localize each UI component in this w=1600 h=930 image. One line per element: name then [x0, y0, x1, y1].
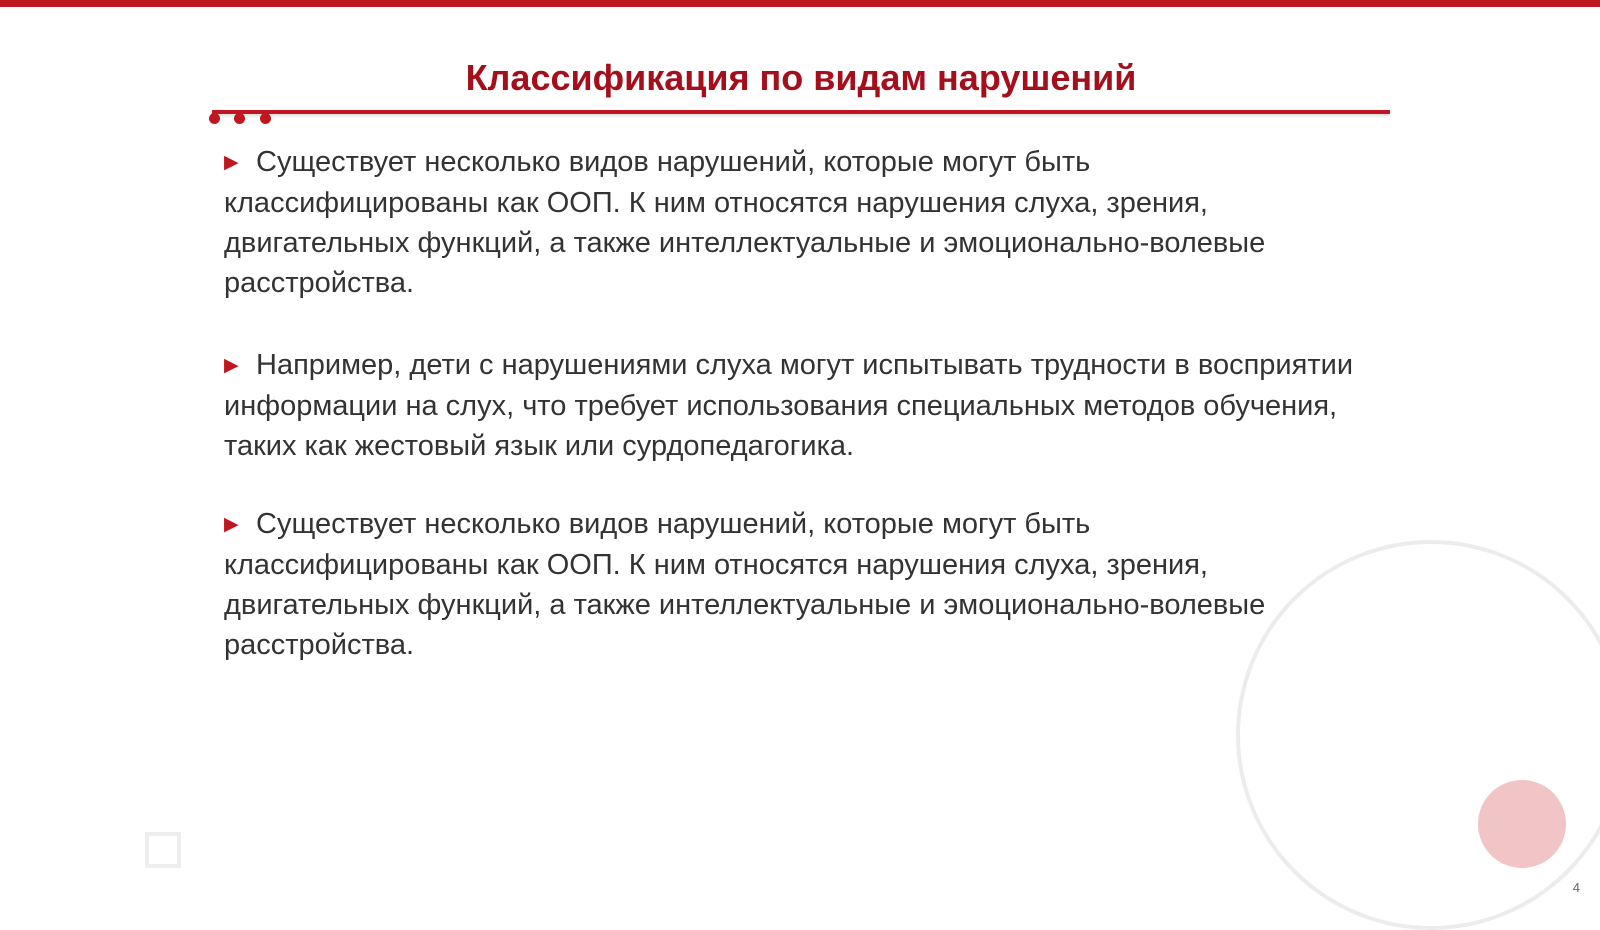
decorative-circle-filled [1478, 780, 1566, 868]
bullet-arrow-icon: ▶ [224, 355, 239, 376]
title-underline [212, 110, 1390, 114]
decorative-square [145, 832, 181, 868]
slide-body [224, 142, 1354, 707]
bullet-item [224, 345, 1354, 466]
bullet-text: Например, дети с нарушениями слуха могут испытывать трудности в восприятии информации на слух, что требует использования специальных методов обучения, таких как жестовый язык или сурдопедагогика. [224, 349, 1354, 462]
bullet-arrow-icon: ▶ [224, 152, 239, 173]
bullet-item [224, 142, 1354, 303]
bullet-item [224, 504, 1354, 665]
title-dot-3 [260, 113, 271, 124]
title-dot-2 [234, 113, 245, 124]
decorative-circle-outline [1236, 540, 1600, 930]
bullet-text: Существует несколько видов нарушений, которые могут быть классифицированы как ООП. К ним относятся нарушения слуха, зрения, двигательных функций, а также интеллектуальные и эмоционально-волевые расстройства. [224, 146, 1266, 299]
bullet-arrow-icon: ▶ [224, 514, 239, 535]
page-number: 4 [1572, 880, 1580, 895]
bullet-text: Существует несколько видов нарушений, которые могут быть классифицированы как ООП. К ним относятся нарушения слуха, зрения, двигательных функций, а также интеллектуальные и эмоционально-волевые расстройства. [224, 508, 1266, 661]
top-accent-bar [0, 0, 1600, 7]
slide-title: Классификация по видам нарушений [465, 57, 1137, 98]
title-dot-1 [209, 113, 220, 124]
